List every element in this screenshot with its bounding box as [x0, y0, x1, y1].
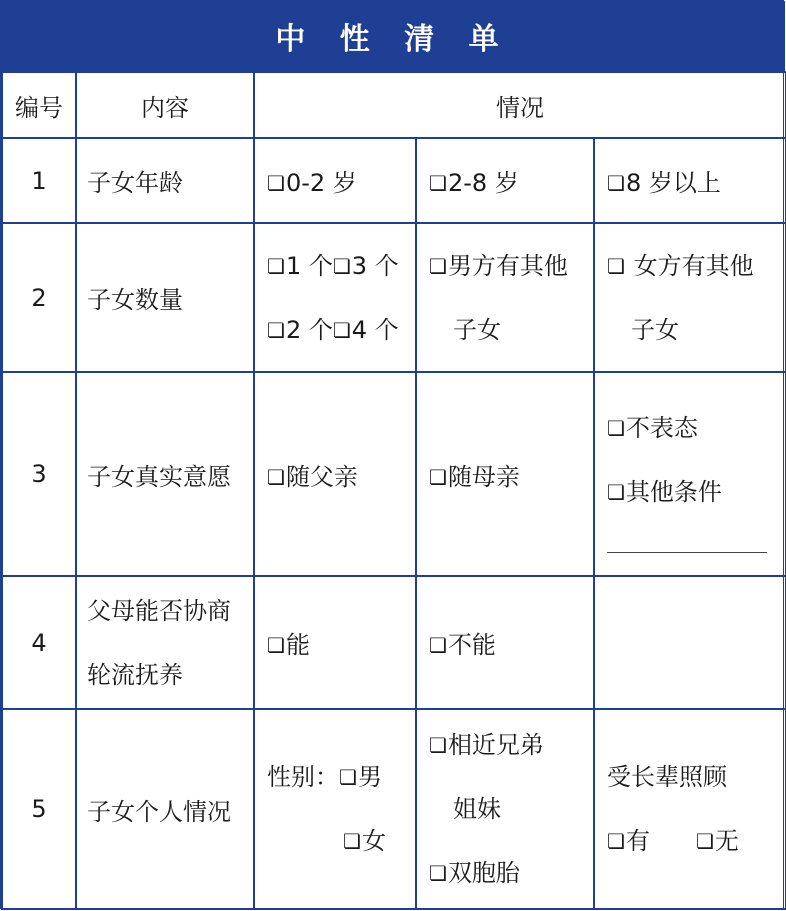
option-label: 姐妹 — [453, 795, 501, 823]
row-content — [76, 576, 254, 709]
option-line — [429, 713, 593, 777]
option-cell — [254, 709, 416, 909]
checkbox-icon[interactable]: ❏ — [429, 253, 447, 278]
checkbox-icon[interactable]: ❏ — [267, 171, 285, 195]
option-label: 男方有其他 — [447, 251, 568, 280]
fill-in-blank-line[interactable] — [607, 552, 767, 553]
option-line — [607, 234, 785, 298]
option-line — [267, 234, 415, 298]
option-line — [429, 841, 593, 905]
empty-cell — [594, 576, 786, 709]
option-label: 4 个 — [351, 315, 399, 344]
option-label: 2 个 — [285, 315, 333, 344]
option-line — [267, 745, 415, 809]
option-label: 不表态 — [625, 413, 698, 442]
checkbox-icon[interactable]: ❏ — [607, 415, 625, 440]
option-cell[interactable] — [416, 372, 594, 576]
row-number: 2 — [2, 223, 76, 372]
option-line — [607, 460, 785, 524]
sheet-title: 中 性 清 单 — [1, 1, 785, 71]
checklist-table — [1, 71, 786, 910]
option-label: 子女 — [453, 315, 501, 344]
checkbox-icon[interactable]: ❏ — [343, 829, 361, 853]
checkbox-icon[interactable]: ❏ — [429, 733, 447, 757]
header-num: 编号 — [2, 72, 76, 138]
option-cell[interactable] — [254, 372, 416, 576]
row-number: 1 — [2, 138, 76, 223]
option-line — [267, 809, 415, 873]
checkbox-icon[interactable]: ❏ — [429, 861, 447, 885]
option-line — [429, 234, 593, 298]
row-number: 4 — [2, 576, 76, 709]
checkbox-icon[interactable]: ❏ — [607, 253, 625, 278]
header-row — [2, 72, 786, 138]
checkbox-icon[interactable]: ❏ — [429, 171, 447, 195]
option-cell[interactable] — [254, 576, 416, 709]
option-label: 随父亲 — [285, 462, 358, 491]
row-content: 子女个人情况 — [76, 709, 254, 909]
option-line — [267, 298, 415, 362]
checkbox-icon[interactable]: ❏ — [339, 765, 357, 789]
checkbox-icon[interactable]: ❏ — [429, 633, 447, 657]
option-label: 8 岁以上 — [625, 169, 721, 197]
option-label: 子女 — [631, 315, 679, 344]
table-row — [2, 372, 786, 576]
option-label: 女 — [361, 827, 386, 855]
row-number: 5 — [2, 709, 76, 909]
option-label: 无 — [714, 827, 739, 855]
option-cell[interactable] — [594, 138, 786, 223]
checkbox-icon[interactable]: ❏ — [267, 317, 285, 342]
option-label: 相近兄弟 — [447, 731, 544, 759]
option-cell[interactable] — [254, 138, 416, 223]
option-label: 1 个 — [285, 251, 333, 280]
option-label: 有 — [625, 827, 650, 855]
checkbox-icon[interactable]: ❏ — [332, 253, 351, 278]
row-content: 子女真实意愿 — [76, 372, 254, 576]
option-cell[interactable] — [594, 223, 786, 372]
checkbox-icon[interactable]: ❏ — [607, 171, 625, 195]
option-cell — [594, 709, 786, 909]
row-content-line: 父母能否协商 — [87, 596, 231, 625]
row-content: 子女年龄 — [76, 138, 254, 223]
option-label: 随母亲 — [447, 462, 520, 491]
option-cell — [254, 223, 416, 372]
option-label: 0-2 岁 — [285, 169, 357, 197]
option-label: 能 — [285, 631, 310, 659]
row-content-line: 轮流抚养 — [87, 660, 183, 689]
option-line — [607, 396, 785, 460]
option-line — [607, 809, 785, 873]
checkbox-icon[interactable]: ❏ — [332, 317, 351, 342]
option-cell[interactable] — [416, 223, 594, 372]
option-cell[interactable] — [416, 138, 594, 223]
header-status: 情况 — [254, 72, 786, 138]
option-label: 其他条件 — [625, 477, 722, 506]
table-row — [2, 576, 786, 709]
option-cell[interactable] — [416, 576, 594, 709]
checkbox-icon[interactable]: ❏ — [607, 479, 625, 504]
checkbox-icon[interactable]: ❏ — [267, 633, 285, 657]
table-row — [2, 709, 786, 909]
table-row — [2, 138, 786, 223]
checkbox-icon[interactable]: ❏ — [267, 253, 285, 278]
option-label: 2-8 岁 — [447, 169, 519, 197]
option-cell — [416, 709, 594, 909]
option-line: 受长辈照顾 — [607, 763, 727, 791]
gender-label: 性别： — [267, 763, 339, 791]
row-content: 子女数量 — [76, 223, 254, 372]
option-label: 男 — [357, 763, 382, 791]
header-content: 内容 — [76, 72, 254, 138]
checkbox-icon[interactable]: ❏ — [695, 829, 714, 853]
option-cell — [594, 372, 786, 576]
option-label: 女方有其他 — [625, 251, 754, 280]
row-number: 3 — [2, 372, 76, 576]
checkbox-icon[interactable]: ❏ — [429, 464, 447, 489]
option-label: 不能 — [447, 631, 496, 659]
option-label: 双胞胎 — [447, 859, 520, 887]
option-label: 3 个 — [351, 251, 399, 280]
checkbox-icon[interactable]: ❏ — [267, 464, 285, 489]
table-row — [2, 223, 786, 372]
checkbox-icon[interactable]: ❏ — [607, 829, 625, 853]
